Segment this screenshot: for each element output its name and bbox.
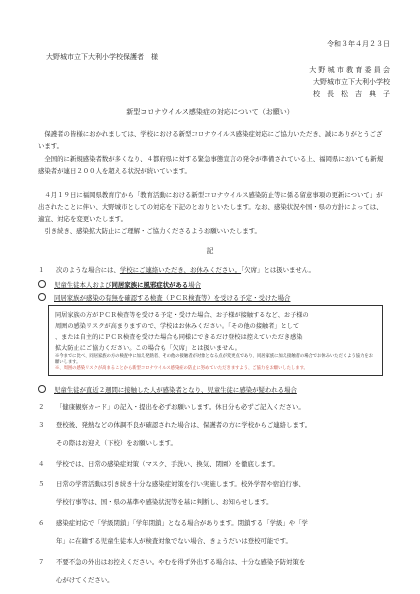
circle-bullet-icon bbox=[38, 293, 46, 301]
circle-bullet-icon bbox=[38, 385, 46, 393]
sender-block bbox=[309, 64, 390, 100]
item-6-cont: 年」に在籍する児童生徒本人が検査対象でない場合、きょうだいは登校可能です。 bbox=[56, 537, 292, 545]
box-note-1: ※今までに比べ、同居家族の方の検査中に加え発熱者、その他の接触者が対象となる点が変更点であり、同居家族に加え接触者の場合でお休みいただくよう協力をお願いします。 bbox=[55, 354, 373, 366]
item-5: ５ 日常の学習活動は引き続き十分な感染症対策を行い実施します。校外学習や宿泊行事、 bbox=[38, 480, 305, 488]
item-1: １ 次のような場合には、学校にご連絡いただき、お休みください。「欠席」とは扱いません。 bbox=[38, 266, 315, 274]
item-4: ４ 学校では、日常の感染症対策（マスク、手洗い、換気、閉園）を徹底します。 bbox=[38, 460, 279, 468]
box-line-4: 拡大防止にご協力ください。この場合も「欠席」とは扱いません。 bbox=[55, 345, 241, 352]
paragraph-2: 全国的に新規感染者数が多くなり、４都府県に対する緊急事態宣言の発令が準備されている上、福岡県においても新規感染者が連日２００人を超える状況が続いています。 bbox=[38, 155, 384, 176]
box-line-2: 周囲の感染リスクが高まりますので、学校はお休みください。「その他の接触者」として bbox=[55, 323, 300, 330]
item-3: ３ 登校後、発熱などの体調不良が確認された場合は、保護者の方に学校からご連絡します。 bbox=[38, 421, 312, 429]
sender-line-1: 大 野 城 市 教 育 委 員 会 bbox=[309, 66, 390, 74]
item-7-cont: 心がけてください。 bbox=[56, 576, 114, 584]
document-date: 令和３年４月２３日 bbox=[327, 40, 390, 48]
paragraph-1: 保護者の皆様におかれましては、学校における新型コロナウイルス感染症対応にご協力いただき、誠にありがとうございます。 bbox=[38, 130, 383, 151]
paragraph-3: ４月１９日に福岡県教育庁から「教育活動における新型コロナウイルス感染防止等に係る留意事項の更新について」が出されたことに伴い、大野城市としての対応を下記のとおりといたします。なお、感染状況や国・県の方針によっては、適宜、対応を変更いたします。 bbox=[38, 191, 383, 224]
recipient-line: 大野城市立下大利小学校保護者 様 bbox=[46, 53, 158, 61]
item-6: ６ 感染症対応で「学級閉鎖」「学年閉鎖」となる場合があります。閉鎖する「学級」や「学 bbox=[38, 519, 308, 527]
explanation-box bbox=[48, 305, 383, 376]
item-5-cont: 学校行事等は、国・県の基準や感染状況等を基に判断し、お知らせします。 bbox=[56, 498, 273, 506]
item-3-cont: その際はお迎え（下校）をお願いします。 bbox=[56, 439, 177, 447]
circle-item-1: 児童生徒本人および同居家族に風邪症状がある場合 bbox=[38, 280, 201, 289]
paragraph-4: 引き続き、感染拡大防止にご理解・ご協力くださるようお願いいたします。 bbox=[44, 227, 261, 235]
item-2: ２ 「健康観察カード」の記入・提出を必ずお願いします。休日分も必ずご記入ください。 bbox=[38, 403, 305, 411]
circle-item-2: 同居家族が感染の有無を確認する検査（ＰＣＲ検査等）を受ける予定・受けた場合 bbox=[38, 293, 290, 302]
item-7: ７ 不要不急の外出はお控えください。やむを得ず外出する場合は、十分な感染予防対策を bbox=[38, 558, 306, 566]
sender-line-3: 校 長 松 吉 典 子 bbox=[313, 90, 390, 98]
ki-heading: 記 bbox=[206, 247, 214, 255]
box-line-1: 同居家族の方がＰＣＲ検査等を受ける予定・受けた場合、お子様が接触するなど、お子様の bbox=[55, 312, 309, 319]
sender-line-2: 大野城市立下大利小学校 bbox=[313, 78, 390, 86]
box-note-2: ※、周囲の感染リスクが高まることから新型コロナウイルス感染症の防止に努めていただきますよう、ご協力をお願いしたします。 bbox=[55, 366, 308, 372]
circle-bullet-icon bbox=[38, 280, 46, 288]
box-line-3: 、または自主的にＰＣＲ検査を受けた場合も同様にできるだけ登校は控えていただき感染 bbox=[55, 334, 303, 341]
document-subject: 新型コロナウイルス感染症の対応について（お願い） bbox=[126, 108, 294, 116]
circle-item-3: 児童生徒が直近２週間に接触した人が感染者となり、児童生徒に感染が疑われる場合 bbox=[38, 385, 297, 394]
